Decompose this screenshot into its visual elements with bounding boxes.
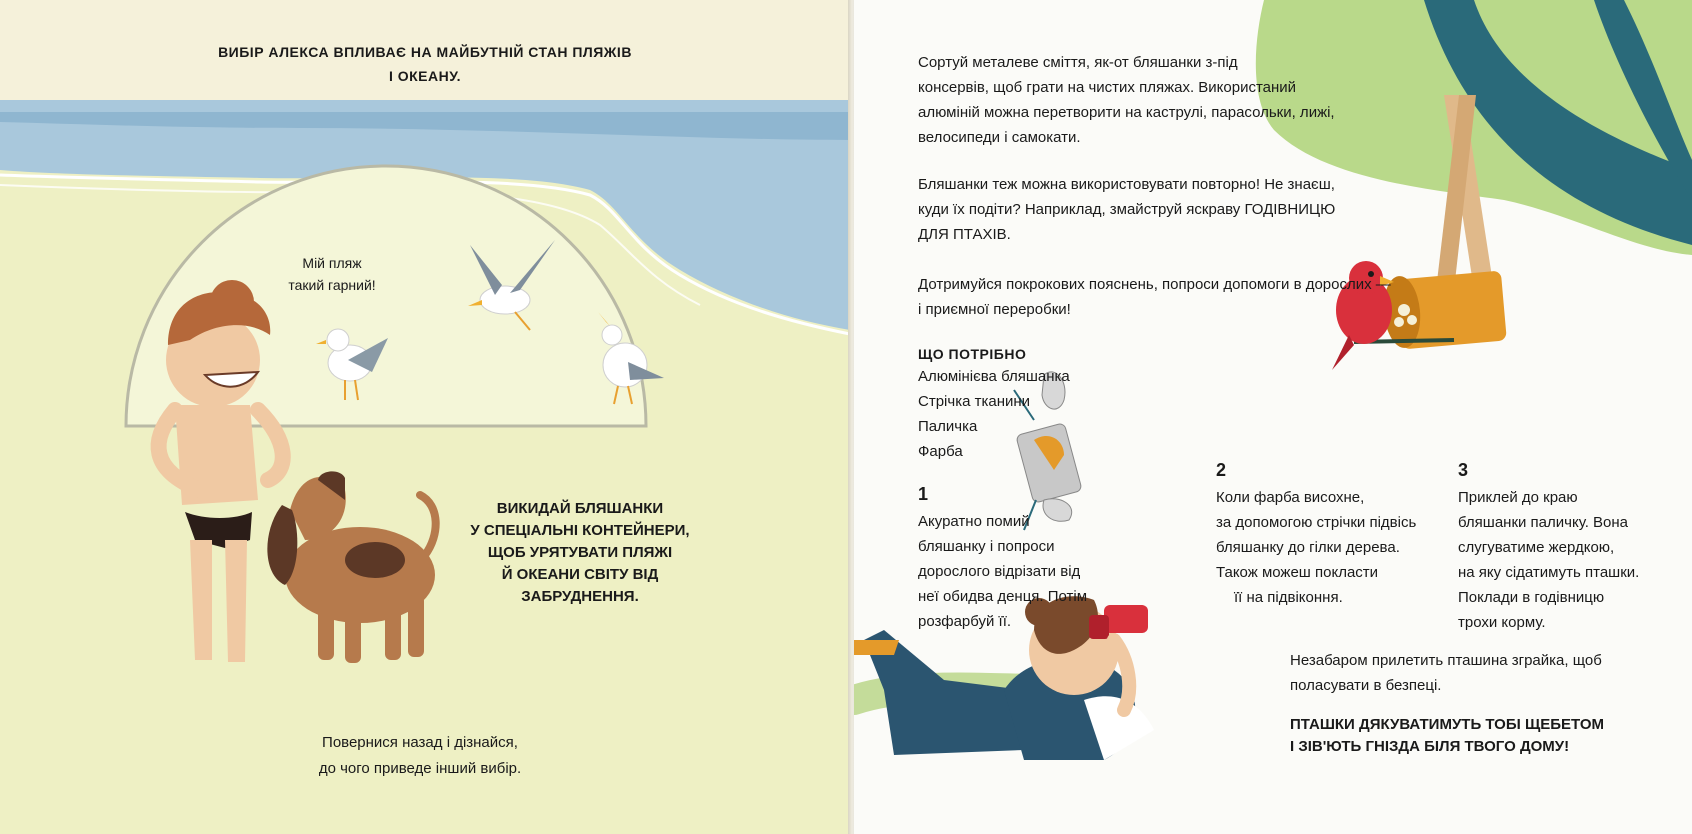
step-1-line: розфарбуй її. [918, 613, 1012, 630]
material-item: Фарба [918, 443, 963, 460]
go-back-line-1: Повернися назад і дізнайся, [322, 734, 518, 751]
step-1-number: 1 [918, 484, 929, 504]
callout-line-1: ВИКИДАЙ БЛЯШАНКИ [496, 500, 664, 517]
step-2-line: її на підвіконня. [1234, 589, 1343, 606]
step-2-number: 2 [1216, 460, 1227, 480]
soon-line-2: поласувати в безпеці. [1290, 677, 1442, 694]
reuse-paragraph [918, 172, 1378, 247]
step-3-line: Приклей до краю [1458, 489, 1578, 506]
headline-line-1: ВИБІР АЛЕКСА ВПЛИВАЄ НА МАЙБУТНІЙ СТАН ПЛЯЖІВ [218, 44, 632, 60]
intro-line-3: алюміній можна перетворити на каструлі, парасольки, лижі, [918, 104, 1335, 121]
reuse-line-3: ДЛЯ ПТАХІВ. [918, 226, 1011, 243]
follow-line-2: і приємної переробки! [918, 301, 1071, 318]
step-1-line: неї обидва денця. Потім [918, 588, 1088, 605]
materials-list [918, 364, 1138, 464]
intro-line-4: велосипеди і самокати. [918, 129, 1081, 146]
step-3-line: трохи корму. [1458, 614, 1546, 631]
step-2-line: Коли фарба висохне, [1216, 489, 1365, 506]
callout-line-4: Й ОКЕАНИ СВІТУ ВІД [501, 566, 659, 583]
step-1-line: Акуратно помий [918, 513, 1030, 530]
step-3 [1458, 460, 1688, 635]
soon-paragraph [1290, 648, 1690, 698]
headline [0, 40, 850, 88]
materials-section [918, 344, 1138, 464]
step-3-line: слугуватиме жердкою, [1458, 539, 1615, 556]
headline-line-2: І ОКЕАНУ. [388, 68, 462, 84]
go-back-text [260, 730, 580, 782]
intro-paragraph [918, 50, 1378, 150]
step-1-line: дорослого відрізати від [918, 563, 1081, 580]
callout-line-5: ЗАБРУДНЕННЯ. [521, 588, 639, 605]
step-2-line: Також можеш покласти [1216, 564, 1379, 581]
material-item: Стрічка тканини [918, 393, 1031, 410]
follow-line-1: Дотримуйся покрокових пояснень, попроси допомоги в дорослих — [918, 276, 1391, 293]
material-item: Паличка [918, 418, 978, 435]
step-2 [1216, 460, 1446, 610]
final-line-2: І ЗІВ'ЮТЬ ГНІЗДА БІЛЯ ТВОГО ДОМУ! [1290, 738, 1570, 755]
step-3-line: на яку сідатимуть пташки. [1458, 564, 1640, 581]
speech-bubble [262, 252, 402, 296]
callout-text [450, 498, 710, 608]
material-item: Алюмінієва бляшанка [918, 368, 1070, 385]
step-2-line: бляшанку до гілки дерева. [1216, 539, 1400, 556]
callout-line-2: У СПЕЦІАЛЬНІ КОНТЕЙНЕРИ, [470, 522, 690, 539]
step-3-number: 3 [1458, 460, 1469, 480]
right-page [854, 0, 1692, 834]
final-callout [1290, 714, 1690, 758]
reuse-line-1: Бляшанки теж можна використовувати повторно! Не знаєш, [918, 176, 1335, 193]
go-back-line-2: до чого приведе інший вибір. [318, 760, 522, 777]
step-2-line: за допомогою стрічки підвісь [1216, 514, 1417, 531]
callout-line-3: ЩОБ УРЯТУВАТИ ПЛЯЖІ [487, 544, 673, 561]
step-1-line: бляшанку і попроси [918, 538, 1055, 555]
soon-line-1: Незабаром прилетить пташина зграйка, щоб [1290, 652, 1602, 669]
follow-paragraph [918, 272, 1438, 322]
step-1 [918, 484, 1138, 634]
intro-line-1: Сортуй металеве сміття, як-от бляшанки з-під [918, 54, 1238, 71]
speech-line-1: Мій пляж [302, 255, 362, 271]
final-line-1: ПТАШКИ ДЯКУВАТИМУТЬ ТОБІ ЩЕБЕТОМ [1290, 716, 1604, 733]
reuse-line-2: куди їх подіти? Наприклад, змайструй яскраву ГОДІВНИЦЮ [918, 201, 1336, 218]
needed-title: ЩО ПОТРІБНО [918, 346, 1027, 362]
intro-line-2: консервів, щоб грати на чистих пляжах. Використаний [918, 79, 1297, 96]
step-3-line: Поклади в годівницю [1458, 589, 1605, 606]
step-3-line: бляшанки паличку. Вона [1458, 514, 1629, 531]
speech-line-2: такий гарний! [288, 277, 376, 293]
